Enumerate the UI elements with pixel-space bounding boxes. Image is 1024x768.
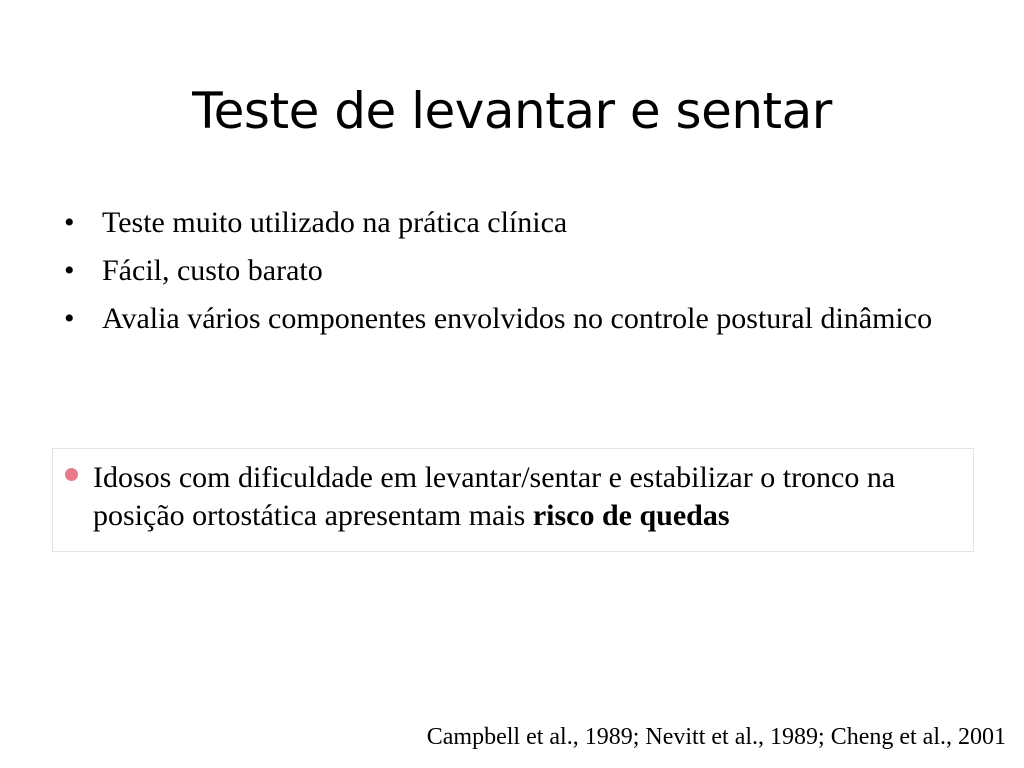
bullet-item — [62, 301, 962, 337]
highlight-bullet-icon — [65, 468, 78, 481]
bullet-text: Avalia vários componentes envolvidos no controle postural dinâmico — [102, 302, 933, 335]
bullet-text: Teste muito utilizado na prática clínica — [102, 206, 568, 239]
highlight-text — [93, 459, 973, 535]
bullet-text: Fácil, custo barato — [102, 254, 323, 287]
bullet-marker: • — [64, 206, 75, 239]
bullet-marker: • — [64, 302, 75, 335]
highlight-text-bold: risco de quedas — [532, 499, 730, 532]
bullet-item — [62, 253, 962, 289]
slide-title: Teste de levantar e sentar — [192, 82, 832, 140]
citation: Campbell et al., 1989; Nevitt et al., 1989; Cheng et al., 2001 — [426, 724, 1006, 750]
highlight-text-regular: Idosos com dificuldade em levantar/sentar e estabilizar o tronco na posição ortostática apresentam mais — [93, 461, 896, 532]
highlight-box — [52, 448, 974, 552]
bullet-item — [62, 205, 962, 241]
bullet-list — [62, 205, 962, 349]
bullet-marker: • — [64, 254, 75, 287]
